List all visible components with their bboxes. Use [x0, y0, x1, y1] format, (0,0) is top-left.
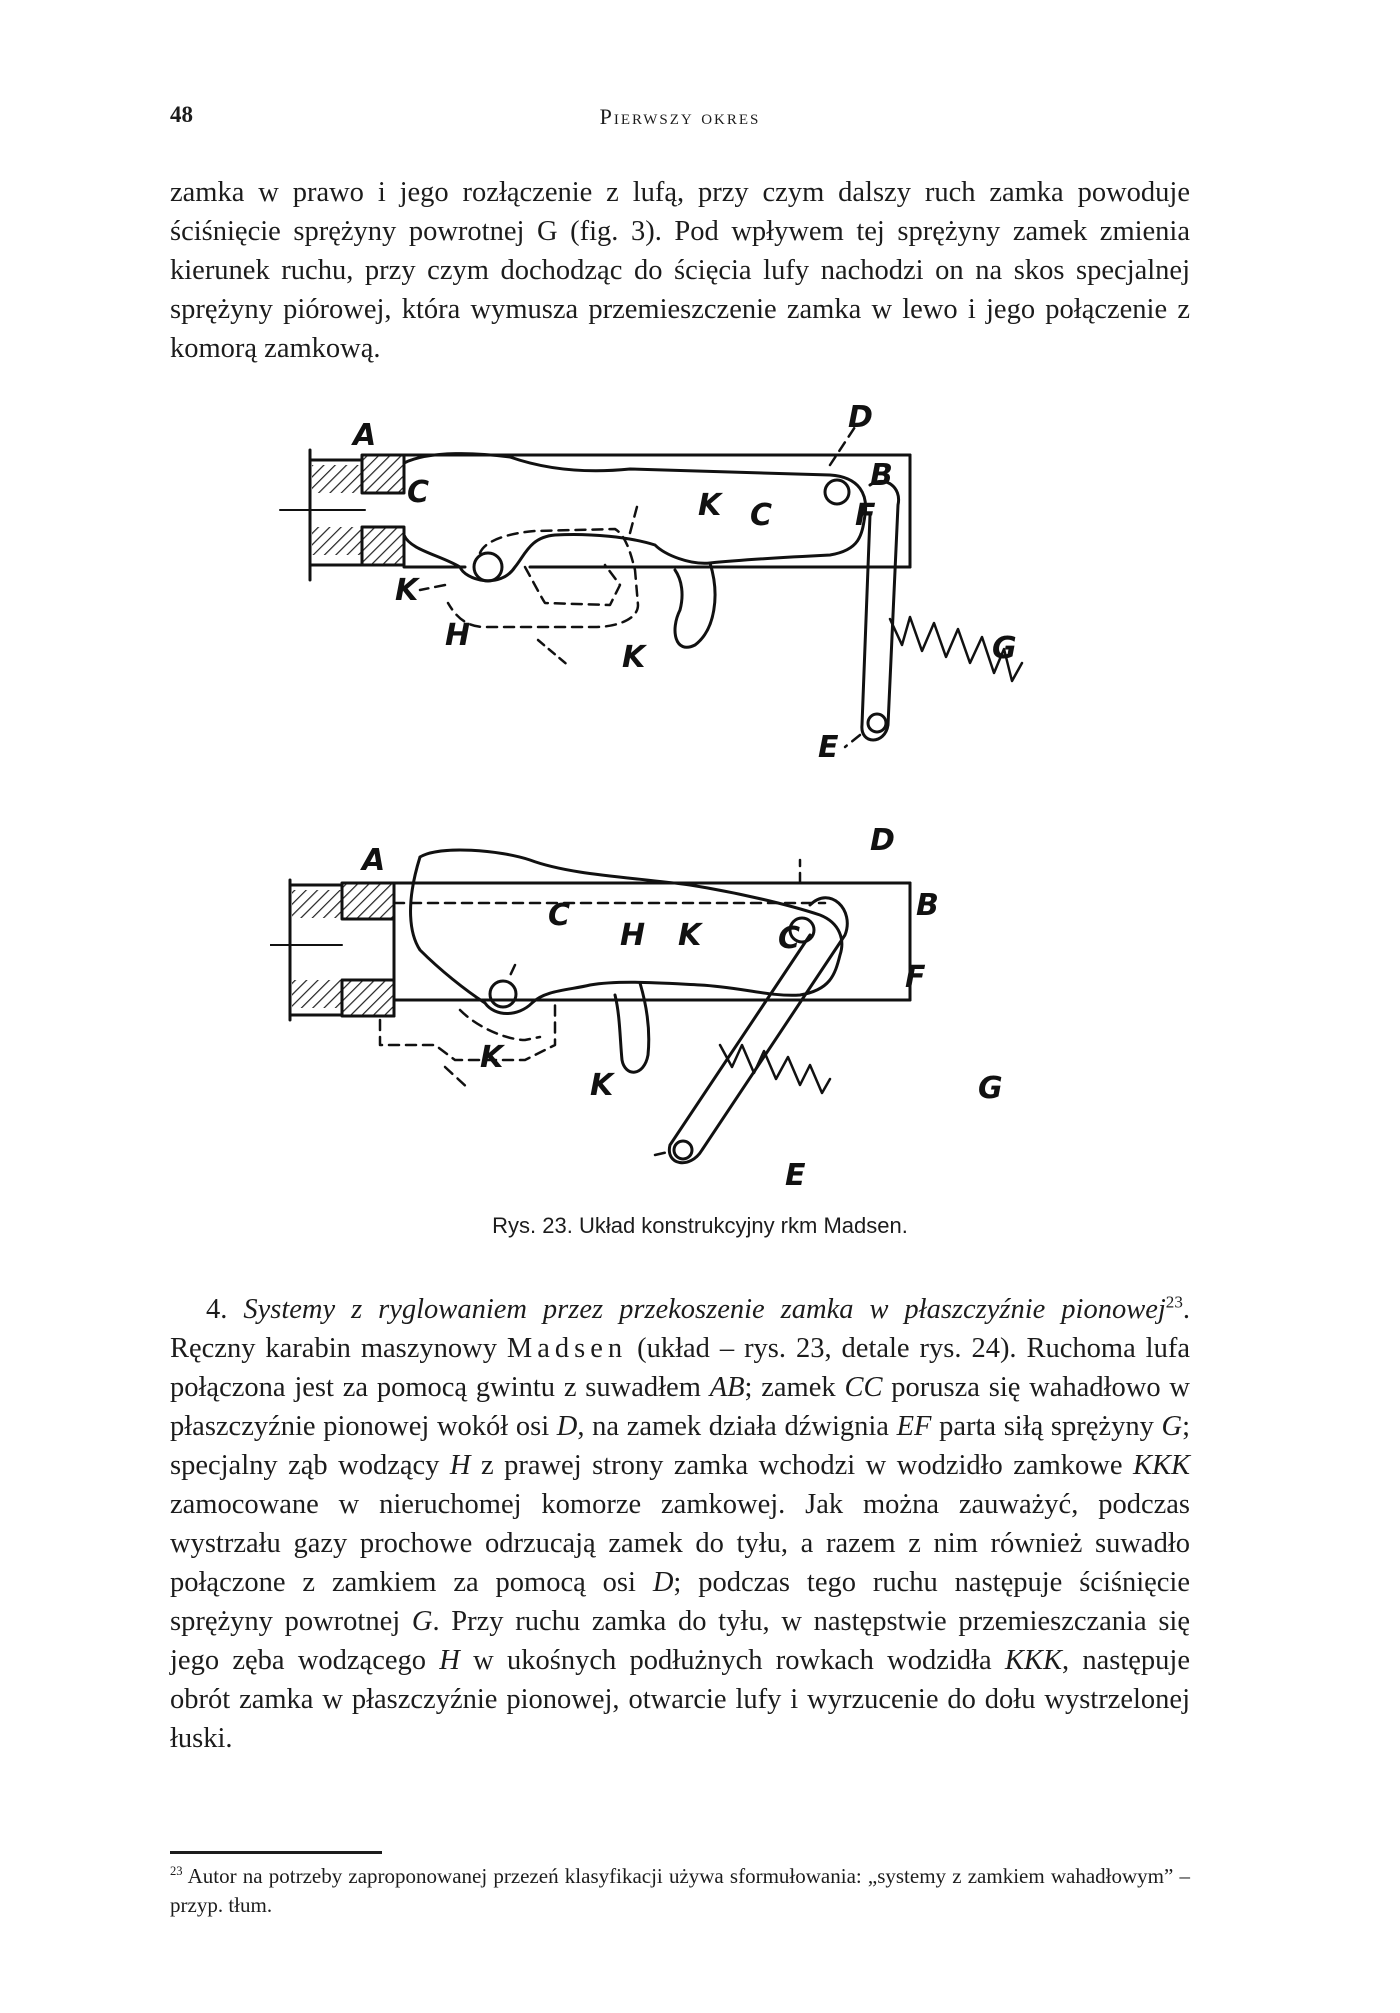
paragraph-madsen — [170, 1290, 1190, 1758]
label-bottom-K1: K — [678, 918, 702, 953]
label-top-K2: K — [395, 573, 419, 608]
label-top-K1: K — [698, 488, 722, 523]
madsen-diagram — [270, 405, 1090, 1265]
top-mechanism — [280, 427, 1022, 747]
label-top-H: H — [445, 618, 471, 653]
label-top-G: G — [992, 631, 1017, 666]
text-run: parta siłą sprężyny — [931, 1411, 1162, 1442]
footnote-text: Autor na potrzeby zaproponowanej przezeń klasyfikacji używa sformułowania: „systemy z zamkiem wahadłowym” – przyp. tłum. — [170, 1864, 1190, 1917]
paragraph-intro: zamka w prawo i jego rozłączenie z lufą, przy czym dalszy ruch zamka powoduje ściśnięcie sprężyny powrotnej G (fig. 3). Pod wpływem tej sprężyny zamek zmienia kierunek ruchu, przy czym dochodząc do ścięcia lufy nachodzi on na skos specjalnej sprężyny piórowej, która wymusza przemieszczenie zamka w lewo i jego połączenie z komorą zamkową. — [170, 177, 1190, 364]
symbol-KKK: KKK — [1004, 1645, 1062, 1676]
text-run: . Ręczny karabin maszynowy — [170, 1294, 1191, 1364]
label-bottom-C2: C — [778, 921, 801, 956]
symbol-H: H — [449, 1450, 471, 1481]
text-run: ; specjalny ząb wodzący — [170, 1411, 1190, 1481]
text-run: ; podczas tego ruchu następuje ściśnięcie sprężyny powrotnej — [170, 1567, 1190, 1637]
label-top-B: B — [870, 458, 893, 493]
symbol-H: H — [439, 1645, 460, 1676]
footnote-number: 23 — [170, 1864, 183, 1878]
label-top-D: D — [848, 405, 873, 435]
section-heading: Systemy z ryglowaniem przez przekoszenie zamka w płaszczyźnie pionowej — [243, 1294, 1166, 1325]
madsen-name: Madsen — [506, 1333, 628, 1364]
label-bottom-F: F — [905, 960, 926, 995]
label-bottom-K3: K — [590, 1068, 614, 1103]
text-run: , następuje obrót zamka w płaszczyźnie pionowej, otwarcie lufy i wyrzucenie do dołu wystrzelonej łuski. — [170, 1645, 1190, 1754]
text-run: (układ – rys. 23, detale rys. 24). Ruchoma lufa połączona jest za pomocą gwintu z suwadłem — [170, 1333, 1190, 1403]
symbol-D: D — [652, 1567, 674, 1598]
footnote-divider — [170, 1851, 382, 1854]
text-run: , na zamek działa dźwignia — [577, 1411, 897, 1442]
label-top-K3: K — [622, 640, 646, 675]
label-bottom-B: B — [916, 888, 939, 923]
symbol-CC: CC — [844, 1372, 883, 1403]
section-number: 4. — [206, 1294, 244, 1325]
text-run: zamocowane w nieruchomej komorze zamkowej. Jak można zauważyć, podczas wystrzału gazy prochowe odrzucają zamek do tyłu, a razem z nim również suwadło połączone z zamkiem za pomocą osi — [170, 1489, 1190, 1598]
label-bottom-D: D — [870, 823, 895, 858]
text-run: ; zamek — [744, 1372, 845, 1403]
label-bottom-G: G — [978, 1071, 1003, 1106]
label-bottom-K2: K — [480, 1040, 504, 1075]
text-run: . Przy ruchu zamka do tyłu, w następstwie przemieszczania się jego zęba wodzącego — [170, 1606, 1190, 1676]
text-run: w ukośnych podłużnych rowkach wodzidła — [459, 1645, 1005, 1676]
footnote-ref[interactable]: 23 — [1165, 1292, 1183, 1312]
label-top-A: A — [353, 418, 377, 453]
footnote — [170, 1862, 1190, 1920]
running-title: Pierwszy okres — [599, 104, 761, 129]
label-bottom-E: E — [785, 1158, 806, 1193]
label-top-C2: C — [750, 498, 773, 533]
symbol-AB: AB — [709, 1372, 745, 1403]
symbol-G: G — [1161, 1411, 1183, 1442]
label-bottom-H: H — [620, 918, 646, 953]
page-number: 48 — [170, 102, 193, 127]
label-top-F: F — [855, 498, 876, 533]
page-header — [170, 102, 1190, 138]
symbol-KKK: KKK — [1132, 1450, 1190, 1481]
text-run: z prawej strony zamka wchodzi w wodzidło zamkowe — [470, 1450, 1133, 1481]
symbol-EF: EF — [896, 1411, 932, 1442]
symbol-D: D — [556, 1411, 578, 1442]
label-top-E: E — [818, 730, 839, 765]
text-run: porusza się wahadłowo w płaszczyźnie pionowej wokół osi — [170, 1372, 1190, 1442]
mechanism-drawing — [270, 405, 1090, 1205]
label-bottom-C1: C — [548, 898, 571, 933]
label-bottom-A: A — [362, 843, 386, 878]
symbol-G: G — [411, 1606, 433, 1637]
figure-caption: Rys. 23. Układ konstrukcyjny rkm Madsen. — [492, 1213, 908, 1238]
label-top-C1: C — [407, 475, 430, 510]
bottom-mechanism — [270, 850, 910, 1163]
